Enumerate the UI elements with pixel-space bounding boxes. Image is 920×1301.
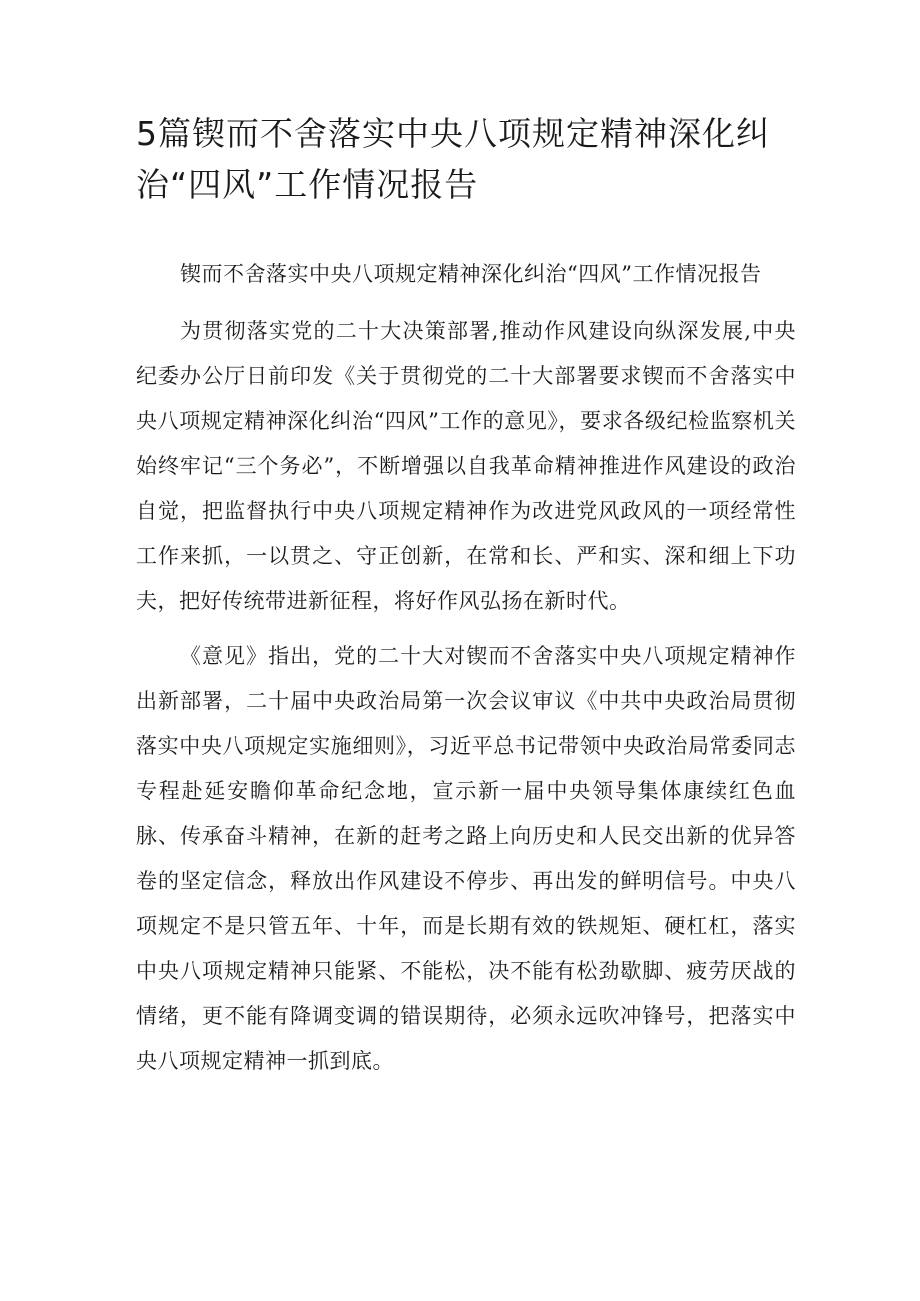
report-subtitle-paragraph: 锲而不舍落实中央八项规定精神深化纠治“四风”工作情况报告 [180, 262, 762, 286]
document-body [136, 252, 796, 1084]
document-title: 5篇锲而不舍落实中央八项规定精神深化纠治“四风”工作情况报告 [136, 114, 770, 204]
body-paragraph-2: 《意见》指出，党的二十大对锲而不舍落实中央八项规定精神作出新部署，二十届中央政治局第一次会议审议《中共中央政治局贯彻落实中央八项规定实施细则》，习近平总书记带领中央政治局常委同志专程赴延安瞻仰革命纪念地，宣示新一届中央领导集体康续红色血脉、传承奋斗精神，在新的赶考之路上向历史和人民交出新的优异答卷的坚定信念，释放出作风建设不停步、再出发的鲜明信号。中央八项规定不是只管五年、十年，而是长期有效的铁规矩、硬杠杠，落实中央八项规定精神只能紧、不能松，决不能有松劲歇脚、疲劳厌战的情绪，更不能有降调变调的错误期待，必须永远吹冲锋号，把落实中央八项规定精神一抓到底。 [136, 644, 796, 1073]
body-paragraph-1: 为贯彻落实党的二十大决策部署,推动作风建设向纵深发展,中央纪委办公厅日前印发《关于贯彻党的二十大部署要求锲而不舍落实中央八项规定精神深化纠治“四风”工作的意见》，要求各级纪检监察机关始终牢记“三个务必”，不断增强以自我革命精神推进作风建设的政治自觉，把监督执行中央八项规定精神作为改进党风政风的一项经常性工作来抓，一以贯之、守正创新，在常和长、严和实、深和细上下功夫，把好传统带进新征程，将好作风弘扬在新时代。 [136, 319, 796, 613]
